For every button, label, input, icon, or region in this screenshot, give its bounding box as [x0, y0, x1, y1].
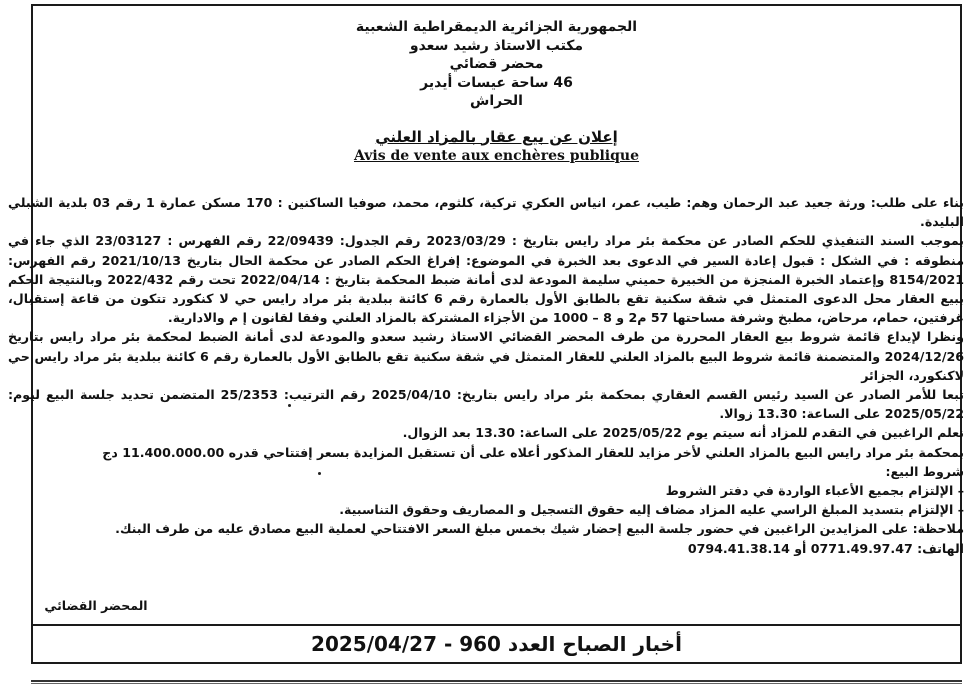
header-role: محضر قضائي: [449, 56, 544, 72]
header-address: 46 ساحة عيسات أيدير: [420, 74, 573, 91]
header-country: الجمهورية الجزائرية الديمقراطية الشعبية: [355, 19, 638, 35]
print-speck: [288, 404, 291, 407]
notice-header: [33, 18, 960, 166]
notice-title-arabic: إعلان عن بيع عقار بالمزاد العلني: [375, 127, 618, 146]
bailiff-signature: المحضر القضائي: [44, 598, 148, 613]
sale-conditions-heading: شروط البيع:: [885, 463, 964, 479]
phone-line: الهاتف: 0771.49.97.47 أو 0794.41.38.14: [687, 540, 964, 556]
footer-divider: [31, 680, 962, 684]
condition-item: – الإلتزام بتسديد المبلغ الراسي عليه المزاد مضاف إليه حقوق التسجيل و المصاريف وحقوق التناسبية.: [339, 502, 964, 518]
enforcement-title-paragraph: بموجب السند التنفيذي للحكم الصادر عن محكمة بئر مراد رايس بتاريخ : 2023/03/29 رقم الجدول: 22/09439 رقم الفهرس : 23/03127 الذي جاء في منطوقه : في الشكل : قبول إعادة السير في الدعوى بعد الخبرة في الموضوع: إفراغ الحكم الصادر عن محكمة الحال بتاريخ 2021/10/13 رقم الفهرس: 8154/2021 وإعتماد الخبرة المنجزة من الخبيرة حميني سليمة المودعة لدى أمانة ضبط المحكمة بتاريخ : 2022/04/14 تحت رقم 2022/432 وبالنتيجة الحكم ببيع العقار محل الدعوى المتمثل في شقة سكنية تقع بالطابق الأول بالعمارة رقم 6 كائنة ببلدية بئر مراد رايس حي لا كنكورد تتكون من قاعة إستقبال، غرفتين، حمام، مرحاض، مطبخ وشرفة مساحتها 57 م2 و 8 – 1000 من الأجزاء المشتركة بالمزاد العلني وفقا لقانون إ م والادارية.: [8, 233, 965, 326]
conditions-list-paragraph: ونظرا لإيداع قائمة شروط بيع العقار المحررة من طرف المحضر القضائي الاستاذ رشيد سعدو والمودعة لدى أمانة الضبط لمحكمة بئر مراد رايس بتاريخ 2024/12/26 والمتضمنة قائمة شروط البيع بالمزاد العلني للعقار المتمثل في شقة سكنية تقع بالطابق الأول بالعمارة رقم 6 كائنة ببلدية بئر مراد رايس حي لاكنكورد، الجزائر: [8, 329, 964, 383]
header-office: مكتب الاستاذ رشيد سعدو: [409, 37, 584, 54]
condition-item: – الإلتزام بجميع الأعباء الواردة في دفتر الشروط: [665, 483, 964, 499]
requesting-party-paragraph: بناء على طلب: ورثة جعيد عبد الرحمان وهم: طيب، عمر، انياس العكري تركية، كلثوم، محمد، صوفيا الساكنين : 170 مسكن عمارة 1 رقم 03 بلدية الشبلي البليدة.: [8, 195, 964, 230]
auction-date-line: نعلم الراغبين في التقدم للمزاد أنه سيتم يوم 2025/05/22 على الساعة: 13.30 بعد الزوال.: [402, 425, 964, 441]
opening-price-line: بمحكمة بئر مراد رايس البيع بالمزاد العلني لأخر مزايد للعقار المذكور أعلاه على أن تستقبل المزايدة بسعر إفتتاحي قدره 11.400.000.00 دج: [102, 444, 964, 460]
court-order-paragraph: تبعا للأمر الصادر عن السيد رئيس القسم العقاري بمحكمة بئر مراد رايس بتاريخ: 2025/04/10 رقم الترتيب: 25/2353 المتضمن تحديد جلسة البيع ليوم: 2025/05/22 على الساعة: 13.30 زوالا.: [8, 387, 964, 422]
notice-title-french: Avis de vente aux enchères publique: [353, 147, 640, 164]
note-line: ملاحظة: على المزايدين الراغبين في حضور جلسة البيع إحضار شيك بخمس مبلغ السعر الافتتاحي لعملية البيع مصادق عليه من طرف البنك.: [115, 521, 964, 537]
print-speck: [318, 472, 321, 475]
header-city: الحراش: [470, 93, 523, 109]
notice-body: [8, 193, 964, 558]
newspaper-footer: أخبار الصباح العدد 960 - 2025/04/27: [31, 626, 962, 664]
